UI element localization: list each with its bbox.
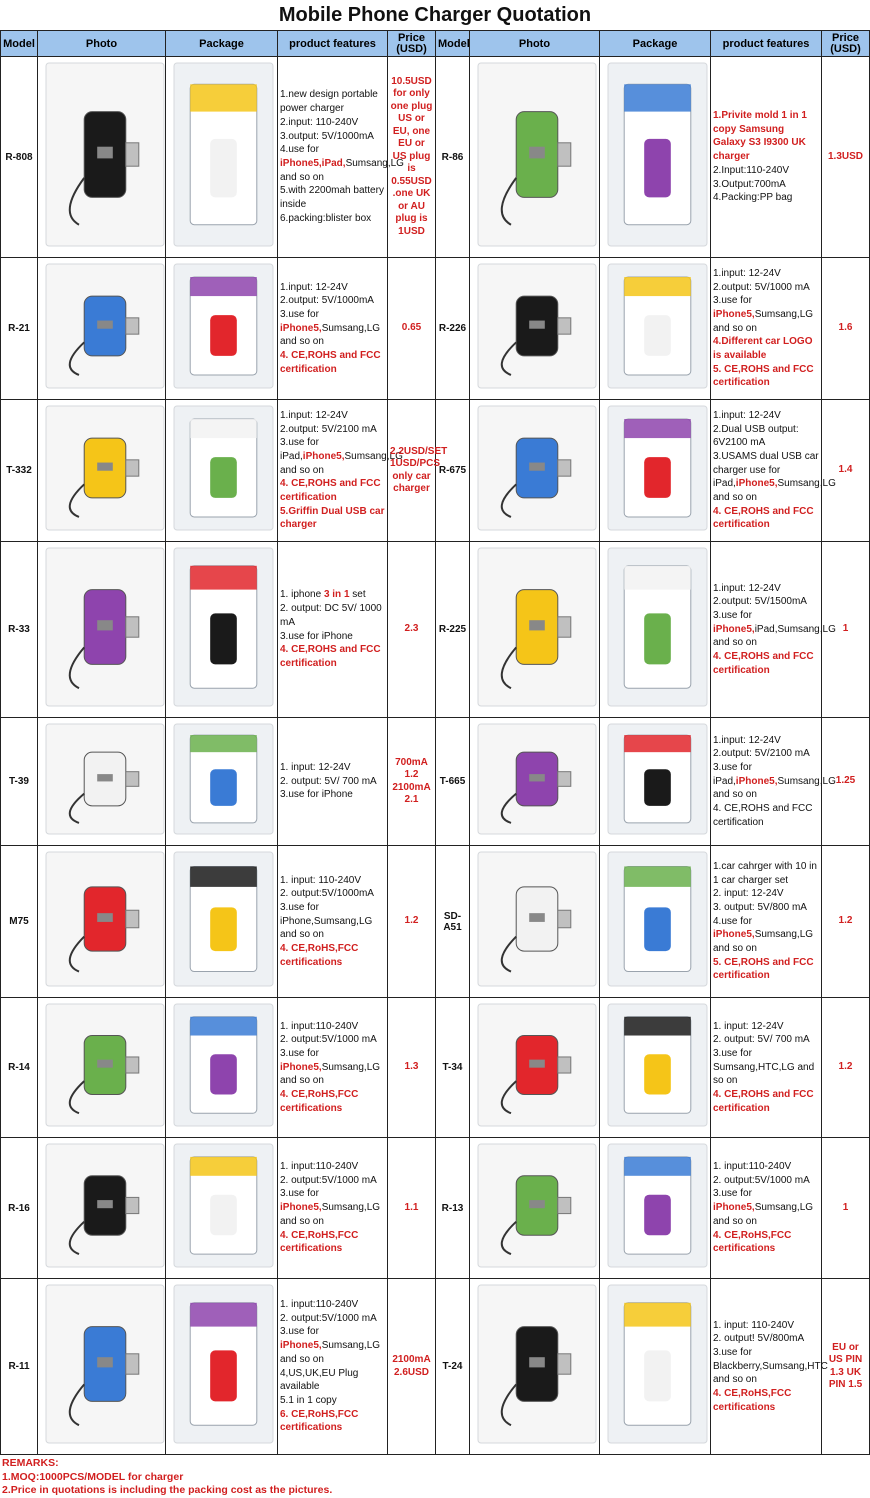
product-row (1, 1279, 870, 1455)
model-code: R-16 (1, 1138, 38, 1279)
product-features (711, 57, 822, 258)
feature-line: 4. CE,ROHS and FCC certification (713, 1089, 814, 1114)
feature-line: 2. output:5V/1000 mA (280, 1312, 377, 1324)
orange-box-package-photo (166, 400, 278, 542)
feature-line: 6. CE,RoHS,FCC certifications (280, 1408, 359, 1434)
price-value: 2100mA 2.6USD (388, 1279, 436, 1455)
model-code: T-24 (436, 1279, 470, 1455)
product-features (711, 542, 836, 718)
price-value: 2.2USD/SET 1USD/PCS only car charger (388, 400, 436, 542)
feature-line: 3.use for (713, 609, 752, 621)
feature-line: 4. CE,RoHS,FCC certifications (280, 1229, 359, 1255)
product-row (1, 718, 870, 846)
price-value: 1.25 (822, 718, 870, 846)
feature-line: 4. CE,ROHS and FCC certification (713, 803, 813, 828)
page-title: Mobile Phone Charger Quotation (278, 4, 592, 26)
product-row (1, 846, 870, 998)
coiled-cable-car-charger-photo (470, 998, 600, 1138)
feature-line: iPhone5,Sumsang,LG and so on (280, 1202, 381, 1227)
ipad-adapter-photo (38, 1279, 166, 1455)
blister-card-package-photo (166, 258, 278, 400)
feature-line: 4. CE,ROHS and FCC certification (280, 350, 381, 375)
remarks (0, 1455, 870, 1498)
3-in-1-set-photo (38, 542, 166, 718)
product-row (1, 1138, 870, 1279)
feature-line: 3.use for Blackberry,Sumsang,HTC and so on (713, 1346, 828, 1386)
feature-line: 4.use for (713, 915, 752, 927)
product-features (278, 1279, 388, 1455)
feature-line: 3.use for (713, 295, 752, 307)
header-price: Price (USD) (822, 31, 870, 57)
product-features (278, 1138, 388, 1279)
feature-line: 1.input: 12-24V (713, 734, 781, 746)
header-row (1, 31, 870, 57)
model-code: R-808 (1, 57, 38, 258)
feature-line: 3.use for (280, 1326, 319, 1338)
product-row (1, 57, 870, 258)
product-features (711, 846, 822, 998)
product-row (1, 400, 870, 542)
feature-line: 3.use for iPhone,Sumsang,LG and so on (280, 901, 373, 941)
feature-line: 1. input: 12-24V (280, 761, 351, 773)
price-value: 1.4 (822, 400, 870, 542)
remarks-line-2: 2.Price in quotations is including the packing cost as the pictures. (2, 1484, 333, 1496)
feature-line: iPhone5,Sumsang,LG and so on (713, 1202, 814, 1227)
model-code: R-21 (1, 258, 38, 400)
black-white-car-charger-photo (470, 718, 600, 846)
usams-dual-usb-charger-photo (470, 400, 600, 542)
model-code: T-39 (1, 718, 38, 846)
product-features (278, 258, 388, 400)
car-charger-with-cable-photo (38, 718, 166, 846)
feature-line: 2. output! 5V/800mA (713, 1333, 805, 1345)
header-model: Model (436, 31, 470, 57)
feature-line: 1.input: 12-24V (280, 281, 348, 293)
feature-line: 2.output: 5V/1000 mA (713, 281, 810, 293)
feature-line: 1. input:110-240V (713, 1161, 792, 1173)
eu-usb-adapter-photo (470, 1138, 600, 1279)
feature-line: 4. CE,RoHS,FCC certifications (280, 1089, 359, 1114)
feature-line: 4. CE,RoHS,FCC certifications (280, 943, 359, 968)
white-box-package-photo (166, 998, 278, 1138)
product-features (278, 998, 388, 1138)
feature-line: iPhone5,iPad,Sumsang,LG and so on (713, 623, 836, 649)
product-features (278, 846, 388, 998)
header-model: Model (1, 31, 38, 57)
header-package: Package (166, 31, 278, 57)
feature-line: 3.use for (280, 1188, 319, 1200)
feature-line: 3.output: 5V/1000mA (280, 130, 374, 142)
feature-line: 4.use for (280, 144, 319, 156)
remarks-line-1: 1.MOQ:1000PCS/MODEL for charger (2, 1470, 184, 1483)
model-code: M75 (1, 846, 38, 998)
feature-line: 5. CE,ROHS and FCC certification (713, 956, 814, 982)
model-code: R-14 (1, 998, 38, 1138)
model-code: R-225 (436, 542, 470, 718)
price-value: 1 (822, 542, 870, 718)
white-car-charger-photo (470, 846, 600, 998)
header-photo: Photo (470, 31, 600, 57)
uk-wall-charger-photo (470, 57, 600, 258)
product-features (711, 1279, 828, 1455)
feature-line: 1.car cahrger with 10 in 1 car charger set (713, 860, 817, 886)
feature-line: 2. output: DC 5V/ 1000 mA (280, 603, 382, 628)
feature-line: 5.Griffin Dual USB car charger (280, 505, 385, 531)
eu-wall-adapter-photo (166, 846, 278, 998)
header-features: product features (711, 31, 822, 57)
quotation-table (0, 30, 870, 1455)
us-wall-adapter-photo (38, 846, 166, 998)
uk-usb-plug-photo (38, 998, 166, 1138)
feature-line: 4.Packing:PP bag (713, 192, 793, 204)
feature-line: 4. CE,ROHS and FCC certification (280, 478, 381, 504)
product-features (278, 718, 388, 846)
feature-line: iPad,iPhone5,Sumsang,LG and so on (713, 478, 836, 504)
feature-line: 3.Output:700mA (713, 178, 786, 190)
feature-line: 6.packing:blister box (280, 212, 372, 224)
htc-blister-package-photo (600, 998, 711, 1138)
feature-line: 1.new design portable power charger (280, 89, 378, 115)
feature-line: 1.input: 12-24V (280, 409, 348, 421)
feature-line: 2.input: 110-240V (280, 116, 359, 128)
portable-power-charger-photo (38, 57, 166, 258)
feature-line: 4. CE,RoHS,FCC certifications (713, 1229, 792, 1255)
feature-line: 2.output: 5V/1000mA (280, 295, 374, 307)
feature-line: 2. output: 5V/ 700 mA (280, 775, 377, 787)
feature-line: 4. CE,ROHS and FCC certification (280, 644, 381, 669)
feature-line: 3.USAMS dual USB car charger use for (713, 450, 819, 476)
feature-line: 1.Privite mold 1 in 1 copy Samsung Galaxy S3 I9300 UK charger (713, 110, 807, 163)
price-value: 1.1 (388, 1138, 436, 1279)
feature-line: 1. input:110-240V (280, 1298, 359, 1310)
price-value: 0.65 (388, 258, 436, 400)
10-in-1-set-package-photo (600, 846, 711, 998)
feature-line: iPhone5,Sumsang,LG and so on (713, 929, 814, 955)
feature-line: 2.output: 5V/2100 mA (713, 748, 810, 760)
feature-line: 3.use for (280, 437, 319, 449)
product-features (278, 57, 404, 258)
feature-line: 3.use for iPhone (280, 630, 353, 642)
feature-line: 4.Different car LOGO is available (713, 336, 813, 362)
ultralux-package-photo (166, 1138, 278, 1279)
feature-line: 5. CE,ROHS and FCC certification (713, 363, 814, 389)
product-row (1, 542, 870, 718)
feature-line: 2. output:5V/1000 mA (713, 1174, 810, 1186)
price-value: 1.2 (822, 998, 870, 1138)
header-features: product features (278, 31, 388, 57)
feature-line: iPhone5,Sumsang,LG and so on (713, 308, 814, 334)
feature-line: 1. iphone 3 in 1 set (280, 589, 366, 601)
pp-bag-package-photo (600, 57, 711, 258)
model-code: R-33 (1, 542, 38, 718)
feature-line: 4,US,UK,EU Plug available (280, 1367, 359, 1393)
product-features (711, 998, 822, 1138)
feature-line: 1.input: 12-24V (713, 267, 781, 279)
model-code: SD-A51 (436, 846, 470, 998)
feature-line: 5.with 2200mah battery inside (280, 185, 384, 211)
feature-line: 1. input: 110-240V (713, 1319, 794, 1331)
product-features (711, 258, 822, 400)
colorful-car-chargers-photo (38, 258, 166, 400)
feature-line: 2. output:5V/1000 mA (280, 1034, 377, 1046)
car-logo-charger-photo (470, 258, 600, 400)
feature-line: iPhone5,iPad,Sumsang,LG and so on (280, 158, 404, 183)
product-features (711, 1138, 822, 1279)
feature-line: iPhone5,Sumsang,LG and so on (280, 1061, 381, 1087)
product-row (1, 998, 870, 1138)
header-price: Price (USD) (388, 31, 436, 57)
model-code: R-675 (436, 400, 470, 542)
feature-line: 2.Dual USB output: 6V2100 mA (713, 423, 799, 449)
price-value: EU or US PIN 1.3 UK PIN 1.5 (822, 1279, 870, 1455)
model-code: R-11 (1, 1279, 38, 1455)
feature-line: 2. output: 5V/ 700 mA (713, 1034, 810, 1046)
feature-line: 1. input: 110-240V (280, 874, 361, 886)
feature-line: 3.use for (713, 1188, 752, 1200)
blackberry-package-photo (600, 1279, 711, 1455)
travel-charger-set-photo (470, 1279, 600, 1455)
feature-line: iPhone5,Sumsang,LG and so on (280, 322, 381, 348)
product-features (711, 718, 836, 846)
feature-line: iPad,iPhone5,Sumsang,LG and so on (280, 450, 403, 476)
model-code: R-13 (436, 1138, 470, 1279)
feature-line: iPhone5,Sumsang,LG and so on (280, 1340, 381, 1365)
feature-line: 1. input: 12-24V (713, 1020, 784, 1032)
feature-line: 2.Input:110-240V (713, 164, 789, 176)
3-in-1-box-package-photo (166, 542, 278, 718)
ipod-iphone-package-photo (166, 718, 278, 846)
feature-line: 2.output: 5V/2100 mA (280, 423, 377, 435)
price-value: 1.2 (822, 846, 870, 998)
header-photo: Photo (38, 31, 166, 57)
white-us-usb-adapter-photo (38, 1138, 166, 1279)
feature-line: 2. output:5V/1000mA (280, 888, 374, 900)
feature-line: 3.use for (280, 1047, 319, 1059)
feature-line: 4. CE,RoHS,FCC certifications (713, 1388, 792, 1413)
header-package: Package (600, 31, 711, 57)
feature-line: iPad,iPhone5,Sumsang,LG and so on (713, 775, 836, 801)
feature-line: 1. input:110-240V (280, 1161, 359, 1173)
model-code: T-34 (436, 998, 470, 1138)
blister-box-package-photo (166, 57, 278, 258)
model-code: R-226 (436, 258, 470, 400)
price-value: 2.3 (388, 542, 436, 718)
model-code: T-332 (1, 400, 38, 542)
feature-line: 3. output: 5V/800 mA (713, 901, 807, 913)
round-blister-package-photo (600, 542, 711, 718)
model-code: R-86 (436, 57, 470, 258)
price-value: 700mA 1.2 2100mA 2.1 (388, 718, 436, 846)
feature-line: 2.output: 5V/1500mA (713, 596, 807, 608)
feature-line: 3.use for (713, 761, 752, 773)
product-features (711, 400, 836, 542)
clear-box-package-photo (600, 258, 711, 400)
feature-line: 1. input:110-240V (280, 1020, 359, 1032)
price-value: 1.6 (822, 258, 870, 400)
feature-line: 2. input: 12-24V (713, 888, 784, 900)
feature-line: 2. output:5V/1000 mA (280, 1174, 377, 1186)
product-row (1, 258, 870, 400)
feature-line: 4. CE,ROHS and FCC certification (713, 505, 814, 531)
product-features (278, 400, 403, 542)
price-value: 1.2 (388, 846, 436, 998)
mini-car-chargers-photo (470, 542, 600, 718)
remarks-heading: REMARKS: (2, 1457, 59, 1469)
price-value: 1.3USD (822, 57, 870, 258)
feature-line: 3.use for Sumsang,HTC,LG and so on (713, 1047, 815, 1087)
feature-line: 1.input: 12-24V (713, 582, 781, 594)
feature-line: 4. CE,ROHS and FCC certification (713, 651, 814, 676)
feature-line: 5.1 in 1 copy (280, 1394, 337, 1406)
eu-usb-adapter-package-photo (600, 1138, 711, 1279)
price-value: 10.5USD for only one plug US or EU, one EU or US plug is 0.55USD .one UK or AU plug is 1USD (388, 57, 436, 258)
feature-line: 3.use for (280, 308, 319, 320)
black-box-package-photo (166, 1279, 278, 1455)
car-charger-card-package-photo (600, 718, 711, 846)
feature-line: 1.input: 12-24V (713, 409, 781, 421)
price-value: 1.3 (388, 998, 436, 1138)
blue-box-package-photo (600, 400, 711, 542)
dual-usb-car-charger-photo (38, 400, 166, 542)
product-features (278, 542, 388, 718)
model-code: T-665 (436, 718, 470, 846)
feature-line: 3.use for iPhone (280, 789, 353, 801)
price-value: 1 (822, 1138, 870, 1279)
